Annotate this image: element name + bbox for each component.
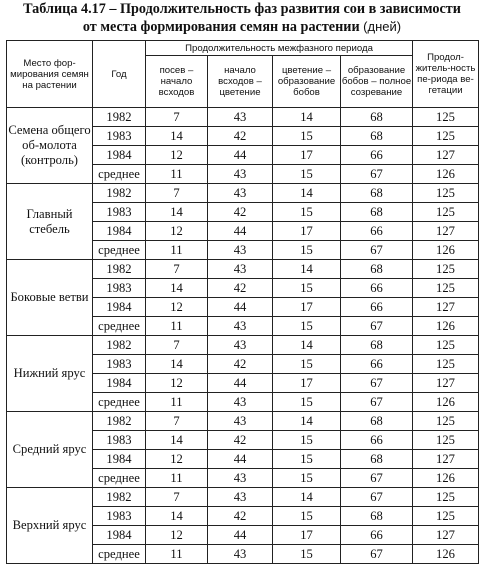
cell-flowering-pods: 14 <box>273 260 341 279</box>
cell-flowering-pods: 17 <box>273 298 341 317</box>
cell-year: 1982 <box>93 184 146 203</box>
cell-pods-maturity: 67 <box>341 393 413 412</box>
cell-emergence-flowering: 42 <box>208 355 273 374</box>
cell-pods-maturity: 68 <box>341 127 413 146</box>
cell-emergence-flowering: 43 <box>208 393 273 412</box>
table-row <box>7 108 479 127</box>
cell-flowering-pods: 15 <box>273 203 341 222</box>
cell-flowering-pods: 15 <box>273 507 341 526</box>
cell-emergence-flowering: 42 <box>208 203 273 222</box>
cell-pods-maturity: 66 <box>341 222 413 241</box>
cell-year: 1982 <box>93 260 146 279</box>
header-year: Год <box>93 41 146 108</box>
cell-year: среднее <box>93 393 146 412</box>
cell-vegetation: 127 <box>413 526 479 545</box>
cell-emergence-flowering: 44 <box>208 298 273 317</box>
cell-year: 1984 <box>93 450 146 469</box>
cell-emergence-flowering: 43 <box>208 241 273 260</box>
cell-pods-maturity: 66 <box>341 279 413 298</box>
cell-vegetation: 126 <box>413 393 479 412</box>
caption-title-line-1: Продолжительность фаз развития сои в зависимости <box>120 1 461 17</box>
table-row <box>7 336 479 355</box>
cell-sowing-emergence: 7 <box>146 108 208 127</box>
cell-sowing-emergence: 7 <box>146 412 208 431</box>
cell-pods-maturity: 68 <box>341 184 413 203</box>
cell-vegetation: 125 <box>413 431 479 450</box>
cell-year: 1984 <box>93 298 146 317</box>
cell-sowing-emergence: 14 <box>146 431 208 450</box>
cell-flowering-pods: 14 <box>273 336 341 355</box>
cell-sowing-emergence: 11 <box>146 393 208 412</box>
cell-emergence-flowering: 43 <box>208 488 273 507</box>
header-vegetation: Продол-житель-ность пе-риода ве-гетации <box>413 41 479 108</box>
cell-pods-maturity: 67 <box>341 545 413 564</box>
cell-pods-maturity: 68 <box>341 108 413 127</box>
cell-sowing-emergence: 12 <box>146 526 208 545</box>
cell-sowing-emergence: 12 <box>146 146 208 165</box>
cell-pods-maturity: 68 <box>341 203 413 222</box>
cell-flowering-pods: 15 <box>273 241 341 260</box>
cell-emergence-flowering: 43 <box>208 545 273 564</box>
header-interphase: Продолжительность межфазного периода <box>146 41 413 56</box>
cell-emergence-flowering: 42 <box>208 279 273 298</box>
group-label: Семена общего об-молота (контроль) <box>7 108 93 184</box>
cell-sowing-emergence: 12 <box>146 222 208 241</box>
cell-sowing-emergence: 11 <box>146 545 208 564</box>
cell-year: среднее <box>93 241 146 260</box>
cell-year: 1983 <box>93 355 146 374</box>
table-caption <box>0 1 484 36</box>
cell-flowering-pods: 15 <box>273 545 341 564</box>
cell-vegetation: 125 <box>413 355 479 374</box>
data-table <box>6 40 479 564</box>
cell-sowing-emergence: 7 <box>146 488 208 507</box>
cell-flowering-pods: 15 <box>273 393 341 412</box>
table-body <box>7 108 479 564</box>
header-row-1 <box>7 41 479 56</box>
cell-emergence-flowering: 44 <box>208 222 273 241</box>
cell-year: 1984 <box>93 146 146 165</box>
cell-flowering-pods: 17 <box>273 374 341 393</box>
cell-pods-maturity: 67 <box>341 165 413 184</box>
cell-sowing-emergence: 14 <box>146 203 208 222</box>
cell-emergence-flowering: 43 <box>208 412 273 431</box>
cell-vegetation: 126 <box>413 545 479 564</box>
header-phase-emergence-flowering: начало всходов – цветение <box>208 56 273 108</box>
caption-label: Таблица 4.17 <box>23 1 106 17</box>
cell-flowering-pods: 15 <box>273 355 341 374</box>
cell-pods-maturity: 66 <box>341 146 413 165</box>
cell-year: среднее <box>93 469 146 488</box>
cell-vegetation: 126 <box>413 165 479 184</box>
cell-emergence-flowering: 43 <box>208 469 273 488</box>
header-phase-flowering-pods: цветение – образование бобов <box>273 56 341 108</box>
cell-emergence-flowering: 44 <box>208 374 273 393</box>
cell-vegetation: 127 <box>413 450 479 469</box>
cell-year: 1982 <box>93 108 146 127</box>
cell-vegetation: 125 <box>413 127 479 146</box>
cell-flowering-pods: 15 <box>273 431 341 450</box>
cell-pods-maturity: 68 <box>341 412 413 431</box>
cell-flowering-pods: 15 <box>273 317 341 336</box>
group-label: Главный стебель <box>7 184 93 260</box>
cell-sowing-emergence: 14 <box>146 355 208 374</box>
cell-flowering-pods: 14 <box>273 412 341 431</box>
cell-emergence-flowering: 43 <box>208 260 273 279</box>
cell-year: 1982 <box>93 488 146 507</box>
cell-emergence-flowering: 42 <box>208 431 273 450</box>
cell-vegetation: 127 <box>413 146 479 165</box>
cell-emergence-flowering: 43 <box>208 336 273 355</box>
cell-emergence-flowering: 43 <box>208 165 273 184</box>
cell-year: 1984 <box>93 222 146 241</box>
caption-line-2 <box>0 18 484 36</box>
cell-year: 1983 <box>93 203 146 222</box>
cell-emergence-flowering: 44 <box>208 526 273 545</box>
cell-sowing-emergence: 12 <box>146 450 208 469</box>
cell-vegetation: 125 <box>413 108 479 127</box>
cell-pods-maturity: 68 <box>341 260 413 279</box>
cell-emergence-flowering: 44 <box>208 146 273 165</box>
cell-flowering-pods: 15 <box>273 279 341 298</box>
cell-sowing-emergence: 14 <box>146 507 208 526</box>
cell-flowering-pods: 15 <box>273 165 341 184</box>
header-phase-pods-maturity: образование бобов – полное созревание <box>341 56 413 108</box>
cell-year: 1984 <box>93 374 146 393</box>
cell-sowing-emergence: 11 <box>146 469 208 488</box>
cell-year: 1983 <box>93 127 146 146</box>
cell-flowering-pods: 15 <box>273 127 341 146</box>
cell-year: 1982 <box>93 412 146 431</box>
caption-units: (дней) <box>363 19 402 34</box>
cell-emergence-flowering: 42 <box>208 507 273 526</box>
group-label: Средний ярус <box>7 412 93 488</box>
cell-pods-maturity: 67 <box>341 469 413 488</box>
cell-sowing-emergence: 7 <box>146 260 208 279</box>
cell-pods-maturity: 67 <box>341 317 413 336</box>
cell-emergence-flowering: 43 <box>208 184 273 203</box>
cell-pods-maturity: 67 <box>341 374 413 393</box>
cell-sowing-emergence: 11 <box>146 241 208 260</box>
cell-sowing-emergence: 12 <box>146 374 208 393</box>
cell-vegetation: 126 <box>413 317 479 336</box>
cell-vegetation: 125 <box>413 336 479 355</box>
cell-flowering-pods: 17 <box>273 146 341 165</box>
cell-flowering-pods: 14 <box>273 184 341 203</box>
cell-year: 1982 <box>93 336 146 355</box>
cell-year: 1983 <box>93 279 146 298</box>
cell-vegetation: 125 <box>413 488 479 507</box>
header-phase-sowing-emergence: посев – начало всходов <box>146 56 208 108</box>
cell-pods-maturity: 66 <box>341 431 413 450</box>
cell-vegetation: 126 <box>413 469 479 488</box>
cell-sowing-emergence: 7 <box>146 184 208 203</box>
cell-vegetation: 125 <box>413 412 479 431</box>
cell-sowing-emergence: 11 <box>146 317 208 336</box>
cell-sowing-emergence: 12 <box>146 298 208 317</box>
cell-vegetation: 127 <box>413 298 479 317</box>
table-row <box>7 184 479 203</box>
table-row <box>7 488 479 507</box>
cell-vegetation: 125 <box>413 279 479 298</box>
group-label: Верхний ярус <box>7 488 93 564</box>
group-label: Нижний ярус <box>7 336 93 412</box>
cell-vegetation: 125 <box>413 507 479 526</box>
cell-year: среднее <box>93 545 146 564</box>
cell-vegetation: 127 <box>413 374 479 393</box>
cell-pods-maturity: 67 <box>341 488 413 507</box>
cell-year: среднее <box>93 317 146 336</box>
cell-year: 1983 <box>93 507 146 526</box>
cell-flowering-pods: 15 <box>273 469 341 488</box>
cell-sowing-emergence: 14 <box>146 279 208 298</box>
cell-year: 1983 <box>93 431 146 450</box>
cell-pods-maturity: 66 <box>341 298 413 317</box>
cell-year: среднее <box>93 165 146 184</box>
cell-flowering-pods: 17 <box>273 222 341 241</box>
cell-emergence-flowering: 43 <box>208 108 273 127</box>
cell-emergence-flowering: 42 <box>208 127 273 146</box>
cell-pods-maturity: 68 <box>341 336 413 355</box>
cell-emergence-flowering: 44 <box>208 450 273 469</box>
cell-sowing-emergence: 7 <box>146 336 208 355</box>
cell-vegetation: 126 <box>413 241 479 260</box>
table-row <box>7 260 479 279</box>
table-row <box>7 412 479 431</box>
cell-vegetation: 125 <box>413 184 479 203</box>
cell-pods-maturity: 67 <box>341 241 413 260</box>
header-place: Место фор-мирования семян на растении <box>7 41 93 108</box>
cell-emergence-flowering: 43 <box>208 317 273 336</box>
cell-year: 1984 <box>93 526 146 545</box>
cell-pods-maturity: 68 <box>341 450 413 469</box>
caption-title-line-2: от места формирования семян на растении <box>82 19 360 35</box>
cell-flowering-pods: 17 <box>273 526 341 545</box>
cell-flowering-pods: 15 <box>273 450 341 469</box>
cell-flowering-pods: 14 <box>273 108 341 127</box>
cell-vegetation: 125 <box>413 203 479 222</box>
caption-line-1 <box>0 1 484 18</box>
cell-flowering-pods: 14 <box>273 488 341 507</box>
cell-pods-maturity: 68 <box>341 507 413 526</box>
cell-vegetation: 125 <box>413 260 479 279</box>
caption-dash: – <box>105 1 120 17</box>
cell-pods-maturity: 66 <box>341 526 413 545</box>
cell-sowing-emergence: 11 <box>146 165 208 184</box>
cell-sowing-emergence: 14 <box>146 127 208 146</box>
cell-vegetation: 127 <box>413 222 479 241</box>
cell-pods-maturity: 66 <box>341 355 413 374</box>
group-label: Боковые ветви <box>7 260 93 336</box>
